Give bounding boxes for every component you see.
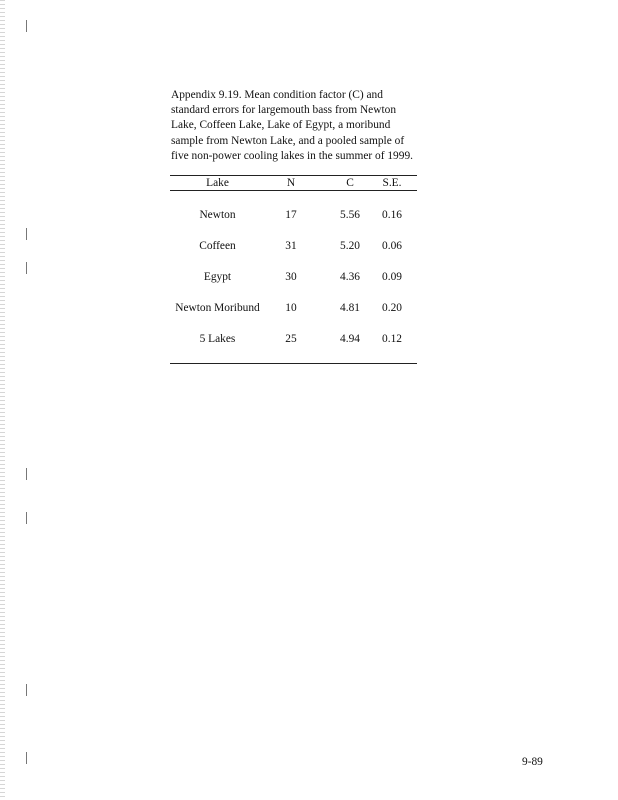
cell-n: 17 xyxy=(285,209,297,221)
cell-se: 0.06 xyxy=(382,240,402,252)
table-top-rule xyxy=(170,175,417,176)
cell-c: 4.81 xyxy=(340,302,360,314)
cell-n: 25 xyxy=(285,333,297,345)
table-header-rule xyxy=(170,190,417,191)
cell-se: 0.16 xyxy=(382,209,402,221)
cell-se: 0.09 xyxy=(382,271,402,283)
header-lake: Lake xyxy=(206,177,229,189)
cell-lake: Coffeen xyxy=(199,240,236,252)
cell-n: 31 xyxy=(285,240,297,252)
scan-mark xyxy=(26,684,27,696)
scan-mark xyxy=(26,228,27,240)
cell-se: 0.12 xyxy=(382,333,402,345)
cell-c: 4.94 xyxy=(340,333,360,345)
scan-mark xyxy=(26,752,27,764)
cell-n: 30 xyxy=(285,271,297,283)
scan-mark xyxy=(26,20,27,32)
scan-edge-artifact xyxy=(0,0,5,800)
table-bottom-rule xyxy=(170,363,417,364)
cell-lake: 5 Lakes xyxy=(199,333,236,345)
header-c: C xyxy=(346,177,354,189)
header-se: S.E. xyxy=(382,177,402,189)
page-number: 9-89 xyxy=(522,756,543,768)
cell-lake: Egypt xyxy=(203,271,232,283)
scan-mark xyxy=(26,262,27,274)
cell-lake: Newton xyxy=(199,209,236,221)
cell-n: 10 xyxy=(285,302,297,314)
cell-c: 4.36 xyxy=(340,271,360,283)
scan-mark xyxy=(26,468,27,480)
header-n: N xyxy=(286,177,296,189)
cell-se: 0.20 xyxy=(382,302,402,314)
scan-mark xyxy=(26,512,27,524)
table-caption: Appendix 9.19. Mean condition factor (C) and standard errors for largemouth bass from Newton Lake, Coffeen Lake, Lake of Egypt, a moribund sample from Newton Lake, and a pooled sample of five non-power cooling lakes in the summer of 1999. xyxy=(171,89,413,162)
cell-c: 5.20 xyxy=(340,240,360,252)
cell-c: 5.56 xyxy=(340,209,360,221)
cell-lake: Newton Moribund xyxy=(175,302,260,314)
